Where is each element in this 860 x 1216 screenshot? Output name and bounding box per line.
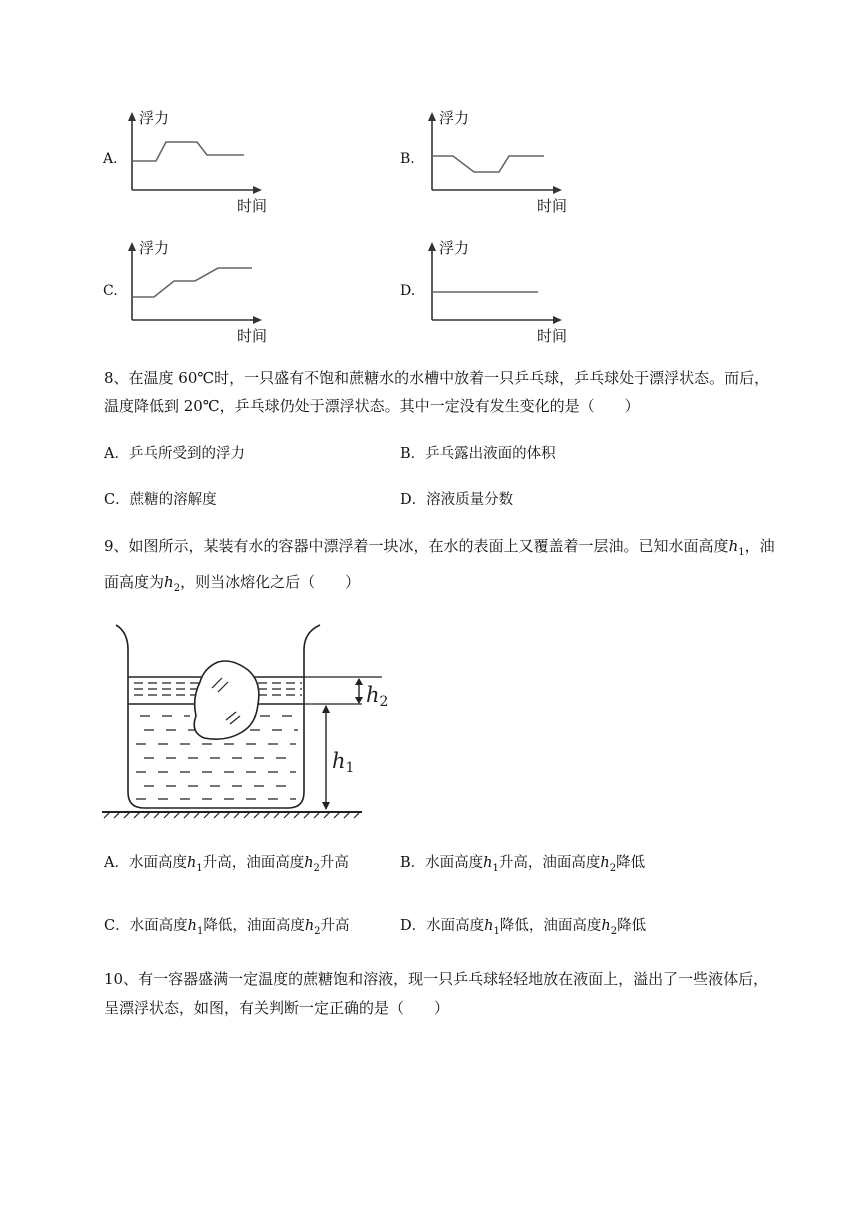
subscript: 2: [314, 925, 321, 937]
choice-text: D．水面高度: [400, 918, 485, 934]
q9-choice-c[interactable]: [104, 914, 350, 937]
q8-choice-b[interactable]: B．乒乓露出液面的体积: [400, 446, 556, 462]
buoyancy-line: [432, 156, 544, 172]
graph-option-label: D.: [400, 283, 416, 299]
q8-choice-a[interactable]: A．乒乓所受到的浮力: [104, 446, 245, 462]
choice-text: 升高，油面高度: [498, 855, 601, 871]
q9-text: 面高度为: [104, 573, 165, 591]
y-axis-arrow: [428, 112, 436, 121]
subscript: 2: [379, 694, 389, 710]
graph-option-label: C.: [103, 283, 118, 299]
h1-arrow-head-bottom: [322, 802, 330, 810]
h2-arrow-head-top: [355, 678, 363, 685]
h1-label: [332, 749, 354, 776]
y-axis-arrow: [428, 242, 436, 251]
q9-choice-d[interactable]: [400, 914, 646, 937]
subscript: 2: [313, 862, 320, 874]
h2-label: [366, 683, 388, 710]
h2-arrow-head-bottom: [355, 697, 363, 704]
h-symbol: h: [304, 855, 314, 871]
ice-block: [194, 661, 259, 739]
graph-x-label: 时间: [537, 327, 568, 345]
subscript: 2: [610, 925, 618, 937]
h1-arrow-head-top: [322, 705, 330, 713]
choice-text: B．水面高度: [400, 855, 484, 871]
subscript: 1: [345, 760, 355, 776]
graph-x-label: 时间: [537, 197, 568, 215]
graph-c: [120, 240, 270, 330]
graph-y-label: 浮力: [439, 109, 470, 127]
question-9-line-2: [104, 569, 360, 602]
h-symbol: h: [728, 537, 739, 555]
q9-text: ，则当冰熔化之后（ ）: [180, 573, 361, 591]
subscript: 2: [173, 583, 181, 594]
graph-a: [120, 110, 270, 200]
subscript: 1: [196, 925, 204, 937]
y-axis-arrow: [128, 112, 136, 121]
graph-option-label: A.: [103, 151, 118, 167]
q9-choice-a[interactable]: [104, 851, 349, 874]
question-10-line-2: 呈漂浮状态，如图，有关判断一定正确的是（ ）: [104, 999, 450, 1017]
question-8-line-2: 温度降低到 20℃，乒乓球仍处于漂浮状态。其中一定没有发生变化的是（ ）: [104, 397, 640, 415]
h-symbol: h: [366, 683, 380, 707]
graph-y-label: 浮力: [139, 239, 170, 257]
h-symbol: h: [332, 749, 346, 773]
subscript: 1: [196, 862, 203, 874]
h-symbol: h: [164, 573, 174, 591]
x-axis-arrow: [253, 316, 262, 324]
graph-y-label: 浮力: [139, 109, 170, 127]
h-symbol: h: [186, 855, 197, 871]
choice-text: 降低，油面高度: [203, 918, 305, 934]
subscript: 1: [738, 547, 745, 558]
h-symbol: h: [601, 918, 611, 934]
q8-choice-c[interactable]: C．蔗糖的溶解度: [104, 492, 217, 508]
choice-text: 升高，油面高度: [202, 855, 305, 871]
graph-d: [420, 240, 570, 330]
x-axis-arrow: [553, 186, 562, 194]
question-8-line-1: 8、在温度 60℃时，一只盛有不饱和蔗糖水的水槽中放着一只乒乓球，乒乓球处于漂浮状态。而后，: [104, 369, 770, 387]
graph-x-label: 时间: [237, 327, 268, 345]
choice-text: C．水面高度: [104, 918, 188, 934]
buoyancy-line: [132, 268, 252, 297]
question-10-line-1: 10、有一容器盛满一定温度的蔗糖饱和溶液，现一只乒乓球轻轻地放在液面上，溢出了一些液体后，: [104, 970, 769, 988]
h-symbol: h: [600, 855, 610, 871]
graph-x-label: 时间: [237, 197, 268, 215]
subscript: 1: [492, 862, 499, 874]
graph-option-label: B.: [400, 151, 415, 167]
q9-choice-b[interactable]: [400, 851, 645, 874]
q8-choice-d[interactable]: D．溶液质量分数: [400, 492, 514, 508]
x-axis-arrow: [553, 316, 562, 324]
ice-oil-water-diagram: [100, 620, 400, 820]
choice-text: 升高: [320, 918, 350, 934]
q9-text: 9、如图所示，某装有水的容器中漂浮着一块冰，在水的表面上又覆盖着一层油。已知水面高度: [104, 537, 729, 555]
h-symbol: h: [484, 918, 494, 934]
choice-text: A．水面高度: [104, 855, 187, 871]
subscript: 1: [493, 925, 500, 937]
graph-b: [420, 110, 570, 200]
buoyancy-line: [132, 142, 244, 161]
choice-text: 降低，油面高度: [499, 918, 602, 934]
choice-text: 降低: [616, 855, 646, 871]
h-symbol: h: [187, 918, 197, 934]
q9-text: ，油: [744, 537, 775, 555]
y-axis-arrow: [128, 242, 136, 251]
h-symbol: h: [483, 855, 493, 871]
h-symbol: h: [304, 918, 315, 934]
x-axis-arrow: [253, 186, 262, 194]
subscript: 2: [609, 862, 617, 874]
question-9-line-1: [104, 533, 775, 566]
choice-text: 升高: [319, 855, 349, 871]
graph-y-label: 浮力: [439, 239, 470, 257]
choice-text: 降低: [617, 918, 647, 934]
